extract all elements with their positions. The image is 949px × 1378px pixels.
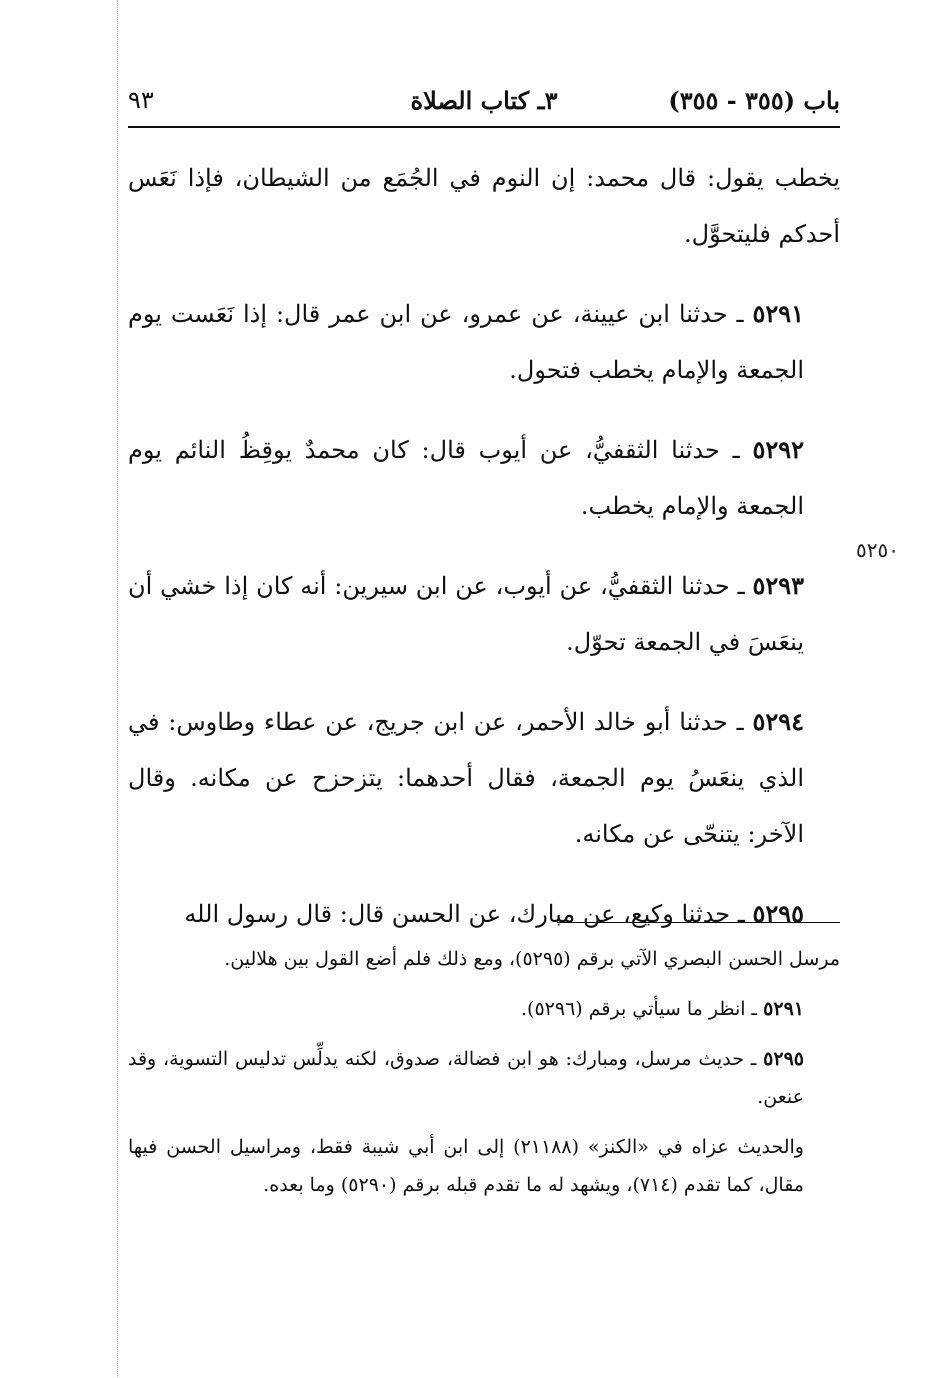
footnote-5291 — [128, 990, 840, 1028]
running-header — [128, 78, 840, 122]
hadith-number: ٥٢٩٢ — [752, 435, 804, 464]
footnote-5295 — [128, 1040, 840, 1116]
footnote-text: مرسل الحسن البصري الآتي برقم (٥٢٩٥)، ومع ذلك فلم أضع القول بين هلالين. — [224, 948, 840, 970]
chapter-range: باب (٣٥٥ - ٣٥٥) — [668, 86, 840, 115]
book-title: ٣ـ كتاب الصلاة — [410, 86, 558, 115]
hadith-number: ٥٢٩٣ — [752, 571, 804, 600]
hadith-5291 — [128, 286, 840, 398]
hadith-number: ٥٢٩١ — [752, 299, 804, 328]
footnote-text: والحديث عزاه في «الكنز» (٢١١٨٨) إلى ابن أبي شيبة فقط، ومراسيل الحسن فيها مقال، كما تقدم (٧١٤)، ويشهد له ما تقدم قبله برقم (٥٢٩٠) وما بعده. — [128, 1136, 804, 1196]
hadith-5292 — [128, 422, 840, 534]
hadith-text: ـ حدثنا الثقفيُّ، عن أيوب قال: كان محمدٌ يوقِظُ النائم يوم الجمعة والإمام يخطب. — [128, 436, 804, 520]
hadith-5294 — [128, 694, 840, 862]
footnote-text: ـ حديث مرسل، ومبارك: هو ابن فضالة، صدوق، لكنه يدلِّس تدليس التسوية، وقد عنعن. — [128, 1048, 804, 1108]
footnote-text: ـ انظر ما سيأتي برقم (٥٢٩٦). — [521, 998, 764, 1020]
hadith-text: ـ حدثنا ابن عيينة، عن عمرو، عن ابن عمر قال: إذا نَعَست يوم الجمعة والإمام يخطب فتحول. — [128, 300, 804, 384]
scan-edge-line — [117, 0, 118, 1378]
header-rule — [128, 126, 840, 128]
footnote-separator — [557, 922, 840, 923]
footnotes — [128, 940, 840, 1216]
footnote-number: ٥٢٩١ — [763, 998, 804, 1020]
footnote-5295-continued — [128, 1128, 840, 1204]
hadith-text: ـ حدثنا الثقفيُّ، عن أيوب، عن ابن سيرين: أنه كان إذا خشي أن ينعَسَ في الجمعة تحوّل. — [128, 572, 804, 656]
hadith-text: ـ حدثنا وكيع، عن مبارك، عن الحسن قال: قال رسول الله — [184, 900, 753, 928]
footnote-continuation — [128, 940, 840, 978]
paragraph-continuation — [128, 150, 840, 262]
paragraph-text: يخطب يقول: قال محمد: إن النوم في الجُمَع من الشيطان، فإذا نَعَس أحدكم فليتحوَّل. — [128, 164, 840, 248]
hadith-5295 — [128, 886, 840, 942]
page-number: ٩٣ — [128, 86, 154, 114]
margin-reference-number: ٥٢٥٠ — [856, 538, 899, 562]
hadith-number: ٥٢٩٤ — [752, 707, 804, 736]
hadith-text: ـ حدثنا أبو خالد الأحمر، عن ابن جريج، عن عطاء وطاوس: في الذي ينعَسُ يوم الجمعة، فقال أحدهما: يتزحزح عن مكانه. وقال الآخر: يتنحّى عن مكانه. — [128, 708, 804, 848]
main-text — [128, 150, 840, 942]
hadith-5293 — [128, 558, 840, 670]
footnote-number: ٥٢٩٥ — [763, 1048, 804, 1070]
hadith-number: ٥٢٩٥ — [752, 899, 804, 928]
book-page — [128, 78, 840, 966]
